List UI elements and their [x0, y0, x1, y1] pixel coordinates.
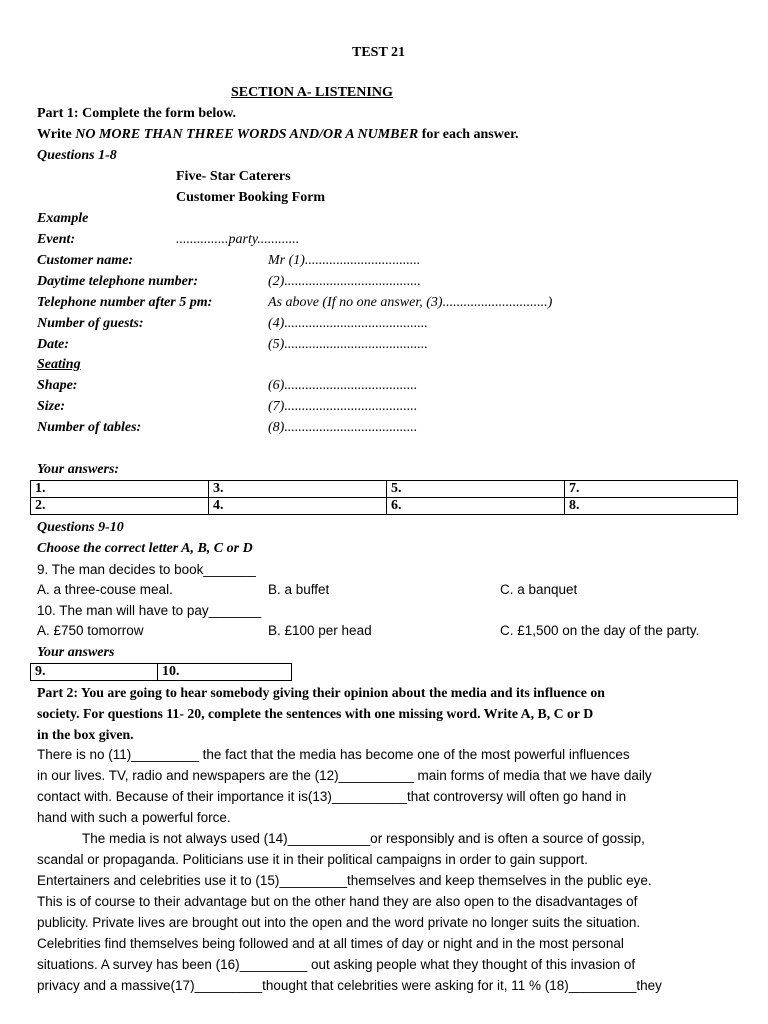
field-label: Telephone number after 5 pm: [37, 295, 213, 310]
field-label: Number of tables: [37, 420, 142, 435]
answer-cell[interactable]: 4. [209, 498, 387, 515]
q9-option-c: C. a banquet [500, 582, 578, 597]
field-value: (7)...................................... [268, 399, 418, 414]
q10-option-a: A. £750 tomorrow [37, 623, 144, 638]
seating-label: Seating [37, 357, 81, 372]
your-answers-label-2: Your answers [37, 645, 115, 660]
section-heading: SECTION A- LISTENING [231, 85, 393, 100]
answer-cell[interactable]: 9. [31, 664, 158, 681]
answers-table-9-10 [30, 663, 292, 681]
paragraph-line: The media is not always used (14)___________or responsibly and is often a source of gossip, [82, 831, 645, 846]
answer-cell[interactable]: 10. [158, 664, 292, 681]
part2-heading-line: Part 2: You are going to hear somebody giving their opinion about the media and its influence on [37, 685, 605, 700]
answer-cell[interactable]: 1. [31, 481, 209, 498]
q10-option-c: C. £1,500 on the day of the party. [500, 623, 700, 638]
field-value: (4)......................................... [268, 316, 428, 331]
answers-table-1-8 [30, 480, 738, 515]
question-10: 10. The man will have to pay_______ [37, 603, 262, 618]
part2-heading-line: society. For questions 11- 20, complete the sentences with one missing word. Write A, B, C or D [37, 706, 594, 721]
field-label: Size: [37, 399, 65, 414]
paragraph-line: Celebrities find themselves being followed and at all times of day or night and in the most personal [37, 936, 624, 951]
your-answers-label: Your answers: [37, 462, 120, 477]
instr-suffix: for each answer. [418, 127, 519, 142]
field-value: As above (If no one answer, (3)..............................) [268, 295, 553, 310]
part1-instruction [37, 126, 519, 144]
q9-option-a: A. a three-couse meal. [37, 582, 173, 597]
paragraph-line: publicity. Private lives are brought out into the open and the word private no longer suits the situation. [37, 915, 641, 930]
part1-heading: Part 1: Complete the form below. [37, 106, 237, 121]
instr-emphasis: NO MORE THAN THREE WORDS AND/OR A NUMBER [75, 127, 419, 142]
field-label: Customer name: [37, 253, 134, 268]
paragraph-line: This is of course to their advantage but on the other hand they are also open to the disadvantages of [37, 894, 638, 909]
paragraph-line: privacy and a massive(17)_________thought that celebrities were asking for it, 11 % (18)_________they [37, 978, 662, 993]
answer-cell[interactable]: 6. [387, 498, 565, 515]
example-label: Example [37, 211, 89, 226]
choose-instruction: Choose the correct letter A, B, C or D [37, 541, 253, 556]
paragraph-line: situations. A survey has been (16)_________ out asking people what they thought of this invasion of [37, 957, 636, 972]
field-label: Date: [37, 337, 69, 352]
field-label: Daytime telephone number: [37, 274, 198, 289]
answer-cell[interactable]: 8. [565, 498, 738, 515]
answer-cell[interactable]: 2. [31, 498, 209, 515]
answer-cell[interactable]: 3. [209, 481, 387, 498]
instr-prefix: Write [37, 127, 76, 142]
paragraph-line: contact with. Because of their importance it is(13)__________that controversy will often go hand in [37, 789, 627, 804]
field-value: (6)...................................... [268, 378, 418, 393]
field-value: Mr (1)................................. [268, 253, 421, 268]
paragraph-line: in our lives. TV, radio and newspapers are the (12)__________ main forms of media that we have daily [37, 768, 652, 783]
part2-heading-line: in the box given. [37, 727, 134, 742]
q10-option-b: B. £100 per head [268, 623, 372, 638]
company-name: Five- Star Caterers [176, 169, 291, 184]
q9-option-b: B. a buffet [268, 582, 330, 597]
form-title: Customer Booking Form [176, 190, 326, 205]
answer-cell[interactable]: 7. [565, 481, 738, 498]
paragraph-line: scandal or propaganda. Politicians use it in their political campaigns in order to gain support. [37, 852, 588, 867]
paragraph-line: Entertainers and celebrities use it to (15)_________themselves and keep themselves in the public eye. [37, 873, 652, 888]
field-label: Shape: [37, 378, 78, 393]
field-value: (2)....................................... [268, 274, 421, 289]
paragraph-line: There is no (11)_________ the fact that the media has become one of the most powerful influences [37, 747, 630, 762]
field-label: Event: [37, 232, 76, 247]
questions-1-8-label: Questions 1-8 [37, 148, 117, 163]
field-value: (5)......................................... [268, 337, 428, 352]
paragraph-line: hand with such a powerful force. [37, 810, 231, 825]
questions-9-10-label: Questions 9-10 [37, 520, 124, 535]
test-title: TEST 21 [352, 45, 406, 60]
field-label: Number of guests: [37, 316, 144, 331]
field-value: ...............party............ [176, 232, 300, 247]
field-value: (8)...................................... [268, 420, 418, 435]
question-9: 9. The man decides to book_______ [37, 562, 256, 577]
answer-cell[interactable]: 5. [387, 481, 565, 498]
